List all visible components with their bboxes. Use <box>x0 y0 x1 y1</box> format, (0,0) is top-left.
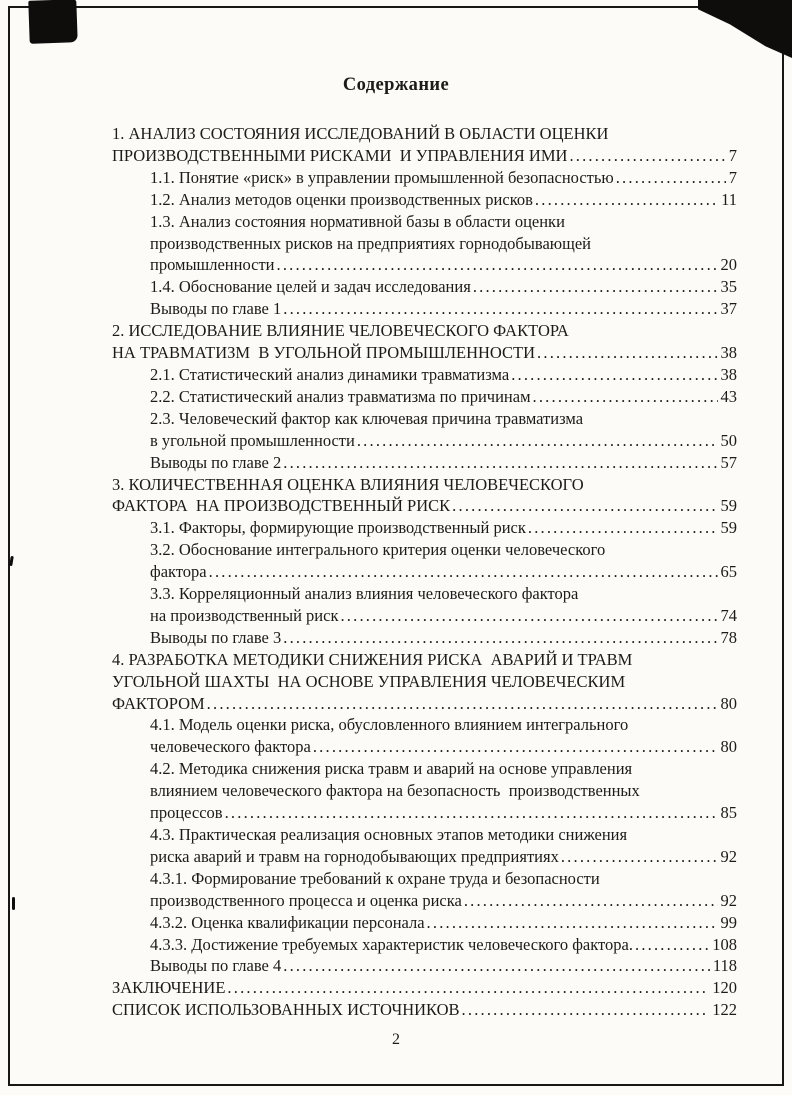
toc-line-section-4-3 <box>112 824 737 846</box>
dot-leader <box>283 955 710 977</box>
toc-entry-text: в угольной промышленности <box>150 430 355 450</box>
toc-entry-text: 3.1. Факторы, формирующие производственный риск <box>150 518 526 538</box>
toc-line-chapter-2 <box>112 342 737 364</box>
toc-line-chapter-3 <box>112 474 737 496</box>
toc-entry-text: ФАКТОРА НА ПРОИЗВОДСТВЕННЫЙ РИСК <box>112 496 451 516</box>
dot-leader <box>511 364 717 386</box>
toc-entry-text: 1. АНАЛИЗ СОСТОЯНИЯ ИССЛЕДОВАНИЙ В ОБЛАСТИ ОЦЕНКИ <box>112 124 609 143</box>
toc-page-number: 38 <box>720 343 737 363</box>
toc-entry-text: 2.1. Статистический анализ динамики травматизма <box>150 364 510 384</box>
dot-leader <box>533 386 718 408</box>
dot-leader <box>528 517 718 539</box>
dot-leader <box>227 977 709 999</box>
toc-line-section-3-3 <box>112 583 737 605</box>
toc-entry-text: 4.3.2. Оценка квалификации персонала <box>150 912 425 932</box>
toc-entry-text: 2. ИССЛЕДОВАНИЕ ВЛИЯНИЕ ЧЕЛОВЕЧЕСКОГО ФАКТОРА <box>112 321 569 341</box>
toc-line-chapter-2 <box>112 320 737 342</box>
toc-entry-text: 2.3. Человеческий фактор как ключевая причина травматизма <box>150 408 584 428</box>
toc-line-conclusions-chapter-3 <box>112 627 737 649</box>
toc-line-conclusions-chapter-4 <box>112 955 737 977</box>
toc-line-chapter-1 <box>112 123 737 145</box>
dot-leader <box>340 605 717 627</box>
toc-line-section-2-2 <box>112 386 737 408</box>
toc-line-section-1-3 <box>112 254 737 276</box>
toc-page-number: 99 <box>720 912 737 932</box>
toc-entry-text: 1.3. Анализ состояния нормативной базы в области оценки <box>150 211 565 231</box>
dot-leader <box>207 693 718 715</box>
dot-leader <box>535 189 718 211</box>
toc-entry-text: Выводы по главе 3 <box>150 627 282 647</box>
toc-line-section-4-3-1 <box>112 890 737 912</box>
dot-leader <box>283 298 717 320</box>
toc-entry-text: риска аварий и травм на горнодобывающих предприятиях <box>150 846 559 866</box>
dot-leader <box>277 254 718 276</box>
dot-leader <box>283 452 717 474</box>
toc-page-number: 59 <box>720 496 737 516</box>
toc-entry-text: 4.2. Методика снижения риска травм и аварий на основе управления <box>150 759 633 779</box>
scan-artifact-top-right <box>698 0 792 58</box>
toc-page-number: 7 <box>728 145 737 165</box>
dot-leader <box>313 736 718 758</box>
dot-leader <box>452 495 717 517</box>
toc-line-conclusions-chapter-1 <box>112 298 737 320</box>
page-title: Содержание <box>342 75 450 95</box>
toc-line-chapter-3 <box>112 495 737 517</box>
toc-entry-text: на производственный риск <box>150 605 339 625</box>
toc-entry-text: 1.4. Обоснование целей и задач исследования <box>150 277 471 297</box>
toc-page-number: 59 <box>720 518 737 538</box>
toc-line-chapter-4 <box>112 649 737 671</box>
toc-entry-text: 3.3. Корреляционный анализ влияния человеческого фактора <box>150 584 579 604</box>
toc-line-section-4-3-3 <box>112 934 737 956</box>
toc-page-number: 120 <box>712 978 737 998</box>
dot-leader <box>464 890 718 912</box>
toc-entry-text: 3.2. Обоснование интегрального критерия оценки человеческого <box>150 540 606 560</box>
toc-page-number: 57 <box>720 452 737 472</box>
toc-page-number: 108 <box>712 934 737 954</box>
toc-line-conclusion <box>112 977 737 999</box>
scan-artifact-left-edge-2 <box>12 897 15 910</box>
toc-page-number: 80 <box>720 693 737 713</box>
toc-page-number: 65 <box>720 562 737 582</box>
toc-entry-text: производственных рисков на предприятиях горнодобывающей <box>150 233 591 253</box>
toc-line-section-1-1 <box>112 167 737 189</box>
dot-leader <box>616 167 726 189</box>
toc-line-section-2-1 <box>112 364 737 386</box>
toc-entry-text: СПИСОК ИСПОЛЬЗОВАННЫХ ИСТОЧНИКОВ <box>112 1000 460 1020</box>
dot-leader <box>635 934 709 956</box>
toc-page-number: 43 <box>720 386 737 406</box>
toc-line-section-1-3 <box>112 211 737 233</box>
toc-line-section-4-3-2 <box>112 912 737 934</box>
toc-page-number: 35 <box>720 277 737 297</box>
toc-entry-text: влиянием человеческого фактора на безопасность производственных <box>150 781 640 801</box>
toc-entry-text: 2.2. Статистический анализ травматизма по причинам <box>150 386 531 406</box>
toc-page-number: 50 <box>720 430 737 450</box>
toc-entry-text: ЗАКЛЮЧЕНИЕ <box>112 978 226 998</box>
toc-entry-text: 3. КОЛИЧЕСТВЕННАЯ ОЦЕНКА ВЛИЯНИЯ ЧЕЛОВЕЧЕСКОГО <box>112 474 584 494</box>
dot-leader <box>537 342 717 364</box>
toc-entry-text: 4. РАЗРАБОТКА МЕТОДИКИ СНИЖЕНИЯ РИСКА АВАРИЙ И ТРАВМ <box>112 649 633 669</box>
toc-line-section-4-2 <box>112 758 737 780</box>
toc-list <box>112 123 737 1021</box>
toc-page-number: 92 <box>720 890 737 910</box>
toc-page-number: 37 <box>720 299 737 319</box>
dot-leader <box>357 430 718 452</box>
toc-entry-text: производственного процесса и оценка риска <box>150 890 462 910</box>
toc-page-number: 92 <box>720 846 737 866</box>
toc-page-number: 85 <box>720 803 737 823</box>
toc-line-section-2-3 <box>112 430 737 452</box>
toc-entry-text: 4.3. Практическая реализация основных этапов методики снижения <box>150 825 628 844</box>
toc-entry-text: Выводы по главе 1 <box>150 299 282 319</box>
toc-entry-text: Выводы по главе 4 <box>150 956 282 976</box>
toc-page-number: 118 <box>712 956 737 976</box>
scan-artifact-left-edge-1 <box>9 556 14 566</box>
toc-line-chapter-4 <box>112 693 737 715</box>
toc-line-references <box>112 999 737 1021</box>
toc-line-section-2-3 <box>112 408 737 430</box>
toc-page-number: 38 <box>720 364 737 384</box>
toc-page-number: 80 <box>720 737 737 757</box>
toc-page-number: 7 <box>728 167 737 187</box>
dot-leader <box>283 627 717 649</box>
toc-line-conclusions-chapter-2 <box>112 452 737 474</box>
toc-line-section-4-3-1 <box>112 868 737 890</box>
toc-line-chapter-4 <box>112 671 737 693</box>
toc-entry-text: 1.2. Анализ методов оценки производственных рисков <box>150 189 533 209</box>
toc-entry-text: НА ТРАВМАТИЗМ В УГОЛЬНОЙ ПРОМЫШЛЕННОСТИ <box>112 343 536 363</box>
toc-line-section-3-2 <box>112 539 737 561</box>
dot-leader <box>462 999 710 1021</box>
dot-leader <box>473 276 718 298</box>
toc-entry-text: ФАКТОРОМ <box>112 693 205 713</box>
dot-leader <box>225 802 718 824</box>
toc-page-number: 122 <box>712 1000 737 1020</box>
toc-entry-text: процессов <box>150 803 223 823</box>
toc-line-section-3-2 <box>112 561 737 583</box>
toc-entry-text: человеческого фактора <box>150 737 311 757</box>
toc-page-number: 20 <box>720 255 737 275</box>
toc-page-number: 11 <box>721 189 737 209</box>
footer-page-number: 2 <box>392 1031 400 1048</box>
toc-entry-text: ПРОИЗВОДСТВЕННЫМИ РИСКАМИ И УПРАВЛЕНИЯ ИМИ <box>112 145 568 165</box>
toc-page-number: 78 <box>720 627 737 647</box>
toc-line-section-4-2 <box>112 780 737 802</box>
toc-line-section-4-1 <box>112 714 737 736</box>
dot-leader <box>569 145 725 167</box>
toc-page-number: 74 <box>720 605 737 625</box>
toc-entry-text: УГОЛЬНОЙ ШАХТЫ НА ОСНОВЕ УПРАВЛЕНИЯ ЧЕЛОВЕЧЕСКИМ <box>112 671 626 691</box>
dot-leader <box>561 846 718 868</box>
dot-leader <box>427 912 718 934</box>
toc-entry-text: 4.3.1. Формирование требований к охране труда и безопасности <box>150 868 600 888</box>
toc-entry-text: 1.1. Понятие «риск» в управлении промышленной безопасностью <box>150 167 614 187</box>
toc-line-section-3-3 <box>112 605 737 627</box>
toc-line-section-4-2 <box>112 802 737 824</box>
toc-line-section-1-3 <box>112 233 737 255</box>
toc-line-section-1-2 <box>112 189 737 211</box>
scan-artifact-top-left <box>28 0 77 44</box>
toc-entry-text: 4.1. Модель оценки риска, обусловленного влиянием интегрального <box>150 715 629 735</box>
toc-line-section-4-1 <box>112 736 737 758</box>
toc-line-section-1-4 <box>112 276 737 298</box>
dot-leader <box>209 561 718 583</box>
toc-line-chapter-1 <box>112 145 737 167</box>
toc-entry-text: 4.3.3. Достижение требуемых характеристик человеческого фактора. <box>150 934 633 954</box>
toc-line-section-4-3 <box>112 846 737 868</box>
toc-line-section-3-1 <box>112 517 737 539</box>
toc-entry-text: Выводы по главе 2 <box>150 452 282 472</box>
toc-entry-text: промышленности <box>150 255 275 275</box>
toc-entry-text: фактора <box>150 562 207 582</box>
